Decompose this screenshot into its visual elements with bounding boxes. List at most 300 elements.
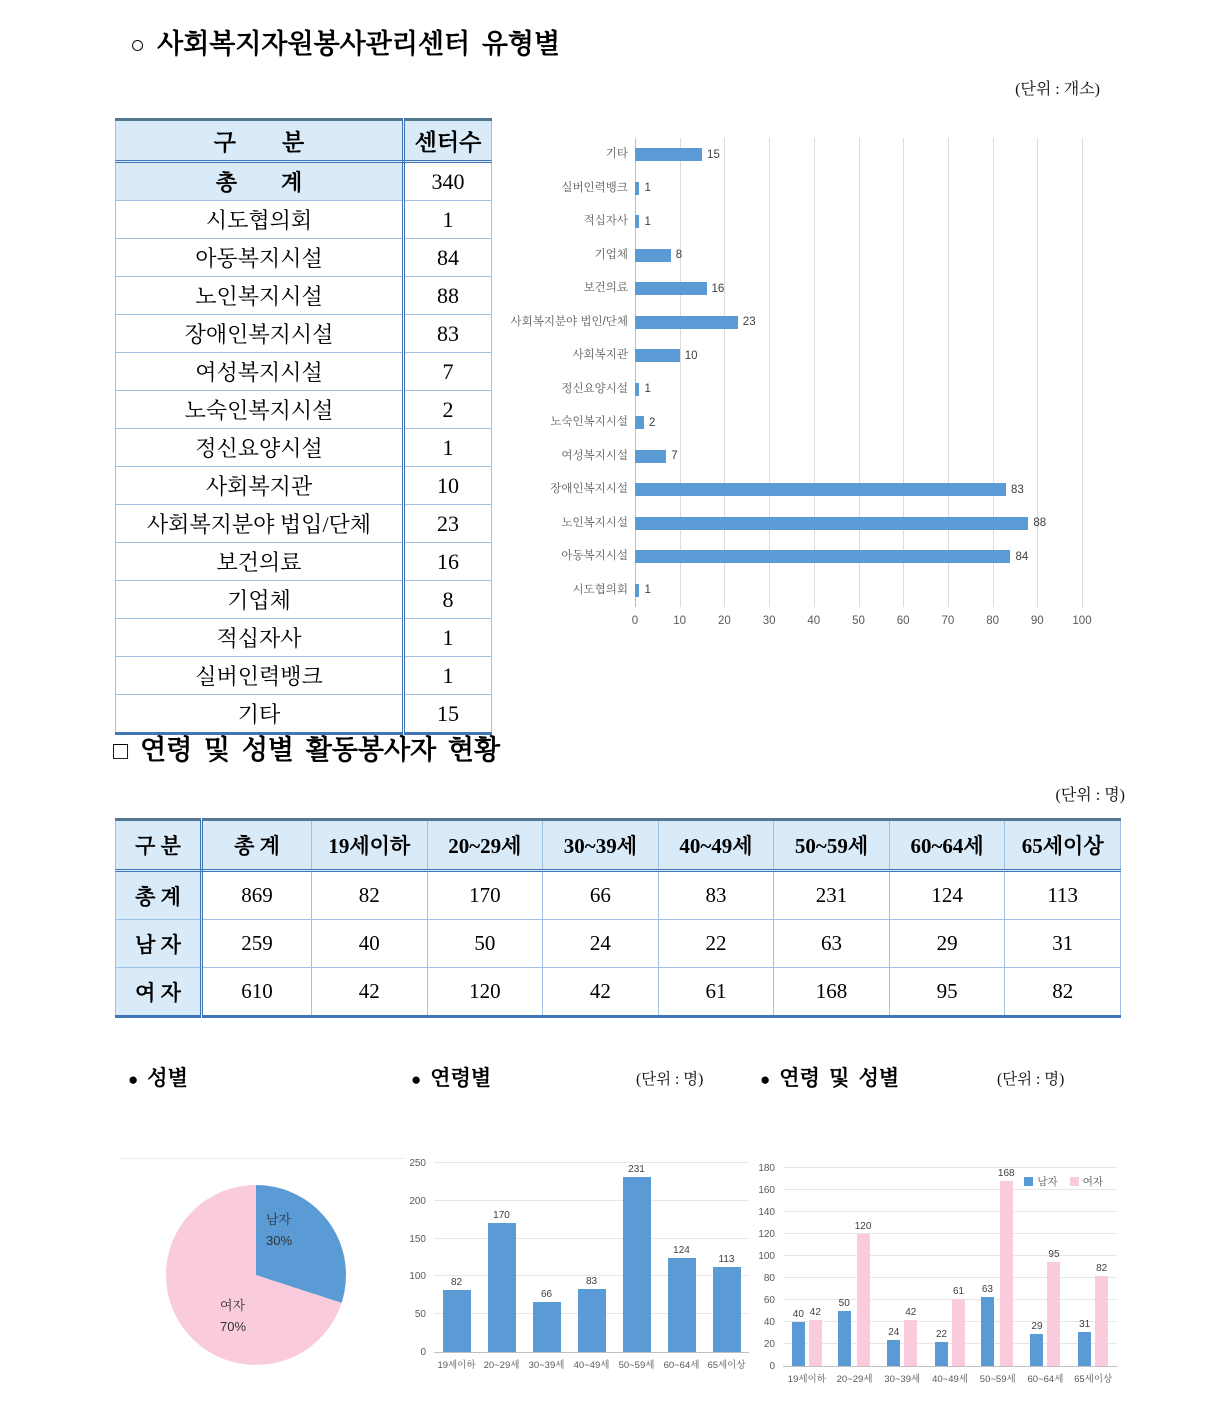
bar — [635, 416, 644, 429]
bar-value: 24 — [888, 1326, 900, 1338]
bar-column — [981, 1284, 994, 1366]
row-label: 여성복지시설 — [116, 353, 404, 391]
column-header: 40~49세 — [658, 820, 774, 871]
bar-value: 61 — [952, 1285, 965, 1297]
axis-tick-label: 100 — [1072, 615, 1092, 627]
bar-value: 1 — [644, 584, 651, 597]
axis-tick-label: 200 — [409, 1195, 426, 1207]
age-table-body — [116, 871, 1121, 1017]
y-axis — [757, 1163, 779, 1372]
cell-value: 83 — [658, 871, 774, 920]
row-label: 남 자 — [116, 920, 202, 968]
axis-tick-label: 100 — [409, 1271, 426, 1283]
bar-row — [635, 540, 1120, 574]
axis-tick-label: 60 — [896, 615, 910, 627]
bar-value: 8 — [675, 249, 683, 262]
age-gender-table — [115, 818, 1121, 1018]
bar — [904, 1320, 917, 1366]
bar — [1030, 1334, 1043, 1366]
age-table-header-row — [116, 820, 1121, 871]
column-header: 65세이상 — [1005, 820, 1121, 871]
bar-value: 95 — [1048, 1248, 1060, 1260]
bar-column — [578, 1276, 606, 1352]
table-row-total — [116, 162, 492, 201]
cell-value: 113 — [1005, 871, 1121, 920]
bar-value: 124 — [673, 1245, 690, 1257]
y-axis — [400, 1158, 430, 1358]
bar-value: 22 — [935, 1328, 948, 1340]
bar — [952, 1299, 965, 1366]
bar-column — [904, 1307, 917, 1366]
bar — [887, 1340, 900, 1366]
bar — [623, 1177, 651, 1352]
bar — [635, 182, 639, 195]
table-row — [116, 201, 492, 239]
category-label: 65세이상 — [1074, 1374, 1113, 1385]
bar-row — [635, 339, 1120, 373]
bar — [635, 584, 639, 597]
axis-tick-label: 150 — [409, 1233, 426, 1245]
table-row — [116, 239, 492, 277]
bar-column — [1030, 1321, 1043, 1366]
bar — [792, 1322, 805, 1366]
row-label: 실버인력뱅크 — [116, 657, 404, 695]
bar — [935, 1342, 948, 1366]
cell-value: 82 — [312, 871, 428, 920]
cell-value: 168 — [774, 968, 890, 1017]
bar-row — [635, 440, 1120, 474]
axis-tick-label: 0 — [631, 615, 639, 627]
gender-pie-chart — [120, 1158, 405, 1421]
pie-label-male — [266, 1209, 292, 1248]
cell-value: 50 — [427, 920, 543, 968]
bar-column — [623, 1164, 651, 1352]
cell-value: 170 — [427, 871, 543, 920]
bar — [635, 383, 639, 396]
axis-tick-label: 70 — [941, 615, 955, 627]
bar-column — [713, 1254, 741, 1352]
bullet-icon: ● — [411, 1070, 422, 1089]
grouped-chart-title-text: 연령 및 성별 — [779, 1066, 900, 1090]
cell-value: 31 — [1005, 920, 1121, 968]
bar-value: 42 — [905, 1306, 917, 1318]
column-header-type: 구 분 — [116, 120, 404, 162]
age-chart-unit-label: (단위 : 명) — [636, 1071, 704, 1088]
plot-area — [434, 1163, 749, 1353]
table-row — [116, 543, 492, 581]
column-header-count: 센터수 — [404, 120, 492, 162]
bar-column — [1078, 1319, 1091, 1366]
row-value: 8 — [404, 581, 492, 619]
age-chart-section-title — [411, 1062, 491, 1092]
column-header: 60~64세 — [889, 820, 1005, 871]
pie-female-name: 여자 — [220, 1298, 246, 1313]
category-label: 노인복지시설 — [561, 516, 628, 529]
pie-male-name: 남자 — [266, 1212, 292, 1227]
legend-label: 남자 — [1037, 1176, 1058, 1188]
age-chart-title-text: 연령별 — [430, 1066, 492, 1090]
category-label: 20~29세 — [836, 1374, 873, 1385]
bar-value: 23 — [742, 316, 756, 329]
bar-value: 120 — [854, 1221, 872, 1232]
row-label: 여 자 — [116, 968, 202, 1017]
bar — [443, 1290, 471, 1352]
table-row — [116, 619, 492, 657]
row-value: 7 — [404, 353, 492, 391]
bar-group — [479, 1163, 524, 1352]
category-label: 30~39세 — [884, 1374, 921, 1385]
age-gender-grouped-chart — [757, 1150, 1121, 1427]
bar-value: 83 — [1011, 483, 1024, 496]
center-table-body — [116, 162, 492, 734]
bar-group — [704, 1163, 749, 1352]
cell-value: 42 — [312, 968, 428, 1017]
column-header: 19세이하 — [312, 820, 428, 871]
bar-value: 7 — [671, 450, 678, 463]
column-header: 총 계 — [202, 820, 312, 871]
age-bar-chart — [400, 1150, 756, 1422]
category-label: 시도협의회 — [572, 583, 628, 596]
column-header: 50~59세 — [774, 820, 890, 871]
table-row — [116, 581, 492, 619]
bar — [635, 349, 680, 362]
bar-value: 63 — [981, 1283, 993, 1295]
section1-title — [130, 22, 560, 61]
cell-value: 22 — [658, 920, 774, 968]
axis-tick-label: 120 — [758, 1229, 775, 1240]
table-row — [116, 920, 1121, 968]
table-row — [116, 315, 492, 353]
bar — [981, 1297, 994, 1366]
bar — [713, 1267, 741, 1352]
axis-tick-label: 60 — [763, 1295, 775, 1306]
pie-section-title — [128, 1062, 188, 1092]
bar — [1095, 1276, 1108, 1366]
bar-row — [635, 574, 1120, 608]
bar — [635, 249, 671, 262]
table-row — [116, 429, 492, 467]
table-header-row — [116, 120, 492, 162]
row-value: 83 — [404, 315, 492, 353]
category-label: 50~59세 — [618, 1360, 655, 1371]
row-label: 총 계 — [116, 871, 202, 920]
row-label: 적십자사 — [116, 619, 404, 657]
axis-tick-label: 0 — [769, 1361, 775, 1372]
cell-value: 120 — [427, 968, 543, 1017]
row-label: 기업체 — [116, 581, 404, 619]
category-label: 적십자사 — [583, 215, 628, 227]
table-row — [116, 391, 492, 429]
table-row — [116, 657, 492, 695]
category-label: 60~64세 — [1027, 1374, 1064, 1385]
bar-value: 113 — [718, 1253, 735, 1265]
bar-group — [569, 1163, 614, 1352]
category-label: 기타 — [605, 148, 628, 160]
cell-value: 610 — [202, 968, 312, 1017]
row-value: 1 — [404, 429, 492, 467]
category-label: 20~29세 — [483, 1360, 520, 1371]
row-label: 시도협의회 — [116, 201, 404, 239]
cell-value: 869 — [202, 871, 312, 920]
bar — [1078, 1332, 1091, 1366]
bar-group — [974, 1168, 1022, 1366]
axis-tick-label: 80 — [986, 615, 999, 627]
bar — [635, 282, 707, 295]
bar-group — [926, 1168, 974, 1366]
bar-value: 66 — [540, 1289, 553, 1301]
axis-tick-label: 140 — [758, 1207, 775, 1218]
row-value: 2 — [404, 391, 492, 429]
bar — [838, 1311, 851, 1366]
bar — [635, 517, 1028, 530]
section1-title-text: 사회복지자원봉사관리센터 유형별 — [157, 29, 561, 59]
pie-male-percent: 30% — [266, 1233, 293, 1248]
legend-label: 여자 — [1082, 1176, 1103, 1188]
bar-column — [952, 1286, 965, 1366]
bar-row — [635, 239, 1120, 273]
row-value: 340 — [404, 162, 492, 201]
axis-tick-label: 10 — [673, 615, 687, 627]
pie-female-percent: 70% — [220, 1319, 247, 1334]
bar-row — [635, 138, 1120, 172]
row-label: 장애인복지시설 — [116, 315, 404, 353]
cell-value: 95 — [889, 968, 1005, 1017]
cell-value: 40 — [312, 920, 428, 968]
table-row — [116, 968, 1121, 1017]
row-value: 1 — [404, 201, 492, 239]
category-label: 여성복지시설 — [561, 449, 628, 462]
axis-tick-label: 100 — [758, 1251, 775, 1262]
category-label: 50~59세 — [979, 1374, 1016, 1385]
category-label: 19세이하 — [437, 1360, 476, 1371]
bar-row — [635, 473, 1120, 507]
column-header: 20~29세 — [427, 820, 543, 871]
category-label: 실버인력뱅크 — [561, 181, 628, 194]
category-label: 19세이하 — [787, 1374, 826, 1385]
bar-group — [831, 1168, 879, 1366]
bar-column — [668, 1245, 696, 1352]
row-label: 정신요양시설 — [116, 429, 404, 467]
bar-column — [1095, 1263, 1108, 1366]
row-label: 노인복지시설 — [116, 277, 404, 315]
axis-tick-label: 50 — [414, 1309, 426, 1321]
bar-value: 1 — [644, 182, 651, 195]
pie-label-female — [220, 1295, 246, 1334]
row-label: 총 계 — [116, 162, 404, 201]
row-value: 16 — [404, 543, 492, 581]
bar — [668, 1258, 696, 1352]
table-row — [116, 871, 1121, 920]
table-row — [116, 505, 492, 543]
section1-unit-label: (단위 : 개소) — [1015, 81, 1100, 98]
square-bullet-icon: □ — [113, 738, 129, 765]
bar-value: 16 — [711, 282, 725, 295]
center-chart-xaxis — [631, 615, 1092, 631]
bar-column — [809, 1307, 822, 1366]
axis-tick-label: 20 — [763, 1339, 775, 1350]
row-label: 노숙인복지시설 — [116, 391, 404, 429]
bar-row — [635, 373, 1120, 407]
bar-row — [635, 507, 1120, 541]
pie-title-text: 성별 — [147, 1066, 188, 1090]
bar — [533, 1302, 561, 1352]
bar-group — [1069, 1168, 1117, 1366]
bar — [857, 1234, 870, 1366]
section2-title — [113, 728, 500, 767]
bar-group — [434, 1163, 479, 1352]
bar-value: 83 — [585, 1276, 598, 1288]
bar-value: 15 — [707, 148, 720, 161]
table-row — [116, 277, 492, 315]
bar-value: 10 — [684, 349, 698, 362]
grouped-chart-section-title — [760, 1062, 899, 1092]
axis-tick-label: 30 — [762, 615, 776, 627]
row-value: 88 — [404, 277, 492, 315]
bar — [1000, 1181, 1013, 1366]
category-label: 40~49세 — [573, 1360, 610, 1371]
axis-tick-label: 40 — [763, 1317, 775, 1328]
bar-group — [524, 1163, 569, 1352]
cell-value: 124 — [889, 871, 1005, 920]
center-chart-labels — [500, 138, 628, 607]
row-value: 84 — [404, 239, 492, 277]
bar-column — [998, 1168, 1015, 1366]
x-axis — [783, 1371, 1117, 1385]
column-header: 30~39세 — [543, 820, 659, 871]
bar-column — [792, 1309, 805, 1366]
category-label: 기업체 — [594, 248, 628, 261]
bar-column — [838, 1298, 851, 1366]
axis-tick-label: 250 — [409, 1158, 426, 1169]
category-label: 보건의료 — [583, 282, 628, 294]
x-axis — [434, 1357, 749, 1371]
bar — [809, 1320, 822, 1366]
cell-value: 259 — [202, 920, 312, 968]
bar-value: 170 — [493, 1210, 510, 1222]
bar-group — [783, 1168, 831, 1366]
cell-value: 61 — [658, 968, 774, 1017]
center-count-table — [115, 118, 492, 735]
bar — [1047, 1262, 1060, 1367]
bar-value: 50 — [838, 1298, 850, 1309]
cell-value: 29 — [889, 920, 1005, 968]
axis-tick-label: 160 — [758, 1185, 775, 1196]
bar-column — [1047, 1249, 1060, 1367]
bar-value: 1 — [644, 215, 651, 228]
bar-group — [1022, 1168, 1070, 1366]
plot-area — [783, 1168, 1117, 1367]
row-value: 23 — [404, 505, 492, 543]
table-row — [116, 353, 492, 391]
circle-bullet-icon: ○ — [130, 32, 146, 59]
category-label: 60~64세 — [663, 1360, 700, 1371]
cell-value: 82 — [1005, 968, 1121, 1017]
axis-tick-label: 90 — [1030, 615, 1044, 627]
bar-row — [635, 205, 1120, 239]
row-label: 사회복지분야 법입/단체 — [116, 505, 404, 543]
bar-value: 40 — [792, 1309, 804, 1320]
column-header: 구 분 — [116, 820, 202, 871]
axis-tick-label: 80 — [763, 1273, 775, 1284]
bar-column — [935, 1329, 948, 1366]
row-value: 15 — [404, 695, 492, 734]
bar — [635, 215, 639, 228]
bar-value: 2 — [648, 416, 656, 429]
row-label: 아동복지시설 — [116, 239, 404, 277]
bar-column — [855, 1221, 872, 1366]
bar — [578, 1289, 606, 1352]
bar — [488, 1223, 516, 1352]
category-label: 40~49세 — [932, 1374, 968, 1385]
row-value: 10 — [404, 467, 492, 505]
row-label: 기타 — [116, 695, 404, 734]
bar-value: 82 — [1096, 1262, 1108, 1274]
axis-tick-label: 0 — [420, 1347, 426, 1358]
cell-value: 231 — [774, 871, 890, 920]
bar-group — [878, 1168, 926, 1366]
center-type-bar-chart — [500, 138, 1125, 648]
bar-value: 88 — [1033, 517, 1047, 530]
center-chart-plot — [635, 138, 1082, 607]
category-label: 65세이상 — [707, 1360, 746, 1371]
category-label: 30~39세 — [528, 1360, 565, 1371]
bar-value: 29 — [1031, 1321, 1043, 1333]
category-label: 사회복지관 — [572, 349, 628, 361]
section2-unit-label: (단위 : 명) — [1055, 787, 1125, 804]
bar-group — [659, 1163, 704, 1352]
bar-value: 82 — [450, 1277, 463, 1289]
axis-tick-label: 20 — [717, 615, 731, 627]
bar-value: 84 — [1015, 550, 1029, 563]
axis-tick-label: 180 — [758, 1163, 775, 1174]
bar-row — [635, 306, 1120, 340]
bullet-icon: ● — [760, 1070, 771, 1089]
gender-pie — [166, 1185, 346, 1365]
row-label: 사회복지관 — [116, 467, 404, 505]
category-label: 아동복지시설 — [561, 550, 628, 562]
bar — [635, 316, 738, 329]
section2-title-text: 연령 및 성별 활동봉사자 현황 — [140, 735, 501, 765]
bar — [635, 550, 1010, 563]
bar — [635, 148, 702, 161]
table-row — [116, 467, 492, 505]
bar — [635, 450, 666, 463]
category-label: 노숙인복지시설 — [550, 416, 628, 428]
category-label: 사회복지분야 법인/단체 — [510, 315, 628, 328]
cell-value: 63 — [774, 920, 890, 968]
cell-value: 66 — [543, 871, 659, 920]
category-label: 정신요양시설 — [561, 382, 628, 395]
bar-row — [635, 172, 1120, 206]
bullet-icon: ● — [128, 1070, 139, 1089]
bar-value: 31 — [1079, 1318, 1091, 1330]
bar-column — [488, 1210, 516, 1352]
cell-value: 42 — [543, 968, 659, 1017]
bar-column — [533, 1289, 561, 1352]
bar-value: 42 — [809, 1306, 821, 1318]
bar — [635, 483, 1006, 496]
row-label: 보건의료 — [116, 543, 404, 581]
category-label: 장애인복지시설 — [550, 483, 628, 495]
bar-group — [614, 1163, 659, 1352]
bar-row — [635, 272, 1120, 306]
bar-value: 168 — [997, 1168, 1015, 1180]
bar-value: 1 — [644, 383, 651, 396]
axis-tick-label: 50 — [852, 615, 865, 627]
bar-column — [443, 1277, 471, 1352]
bar-value: 231 — [628, 1164, 645, 1176]
bar-row — [635, 406, 1120, 440]
